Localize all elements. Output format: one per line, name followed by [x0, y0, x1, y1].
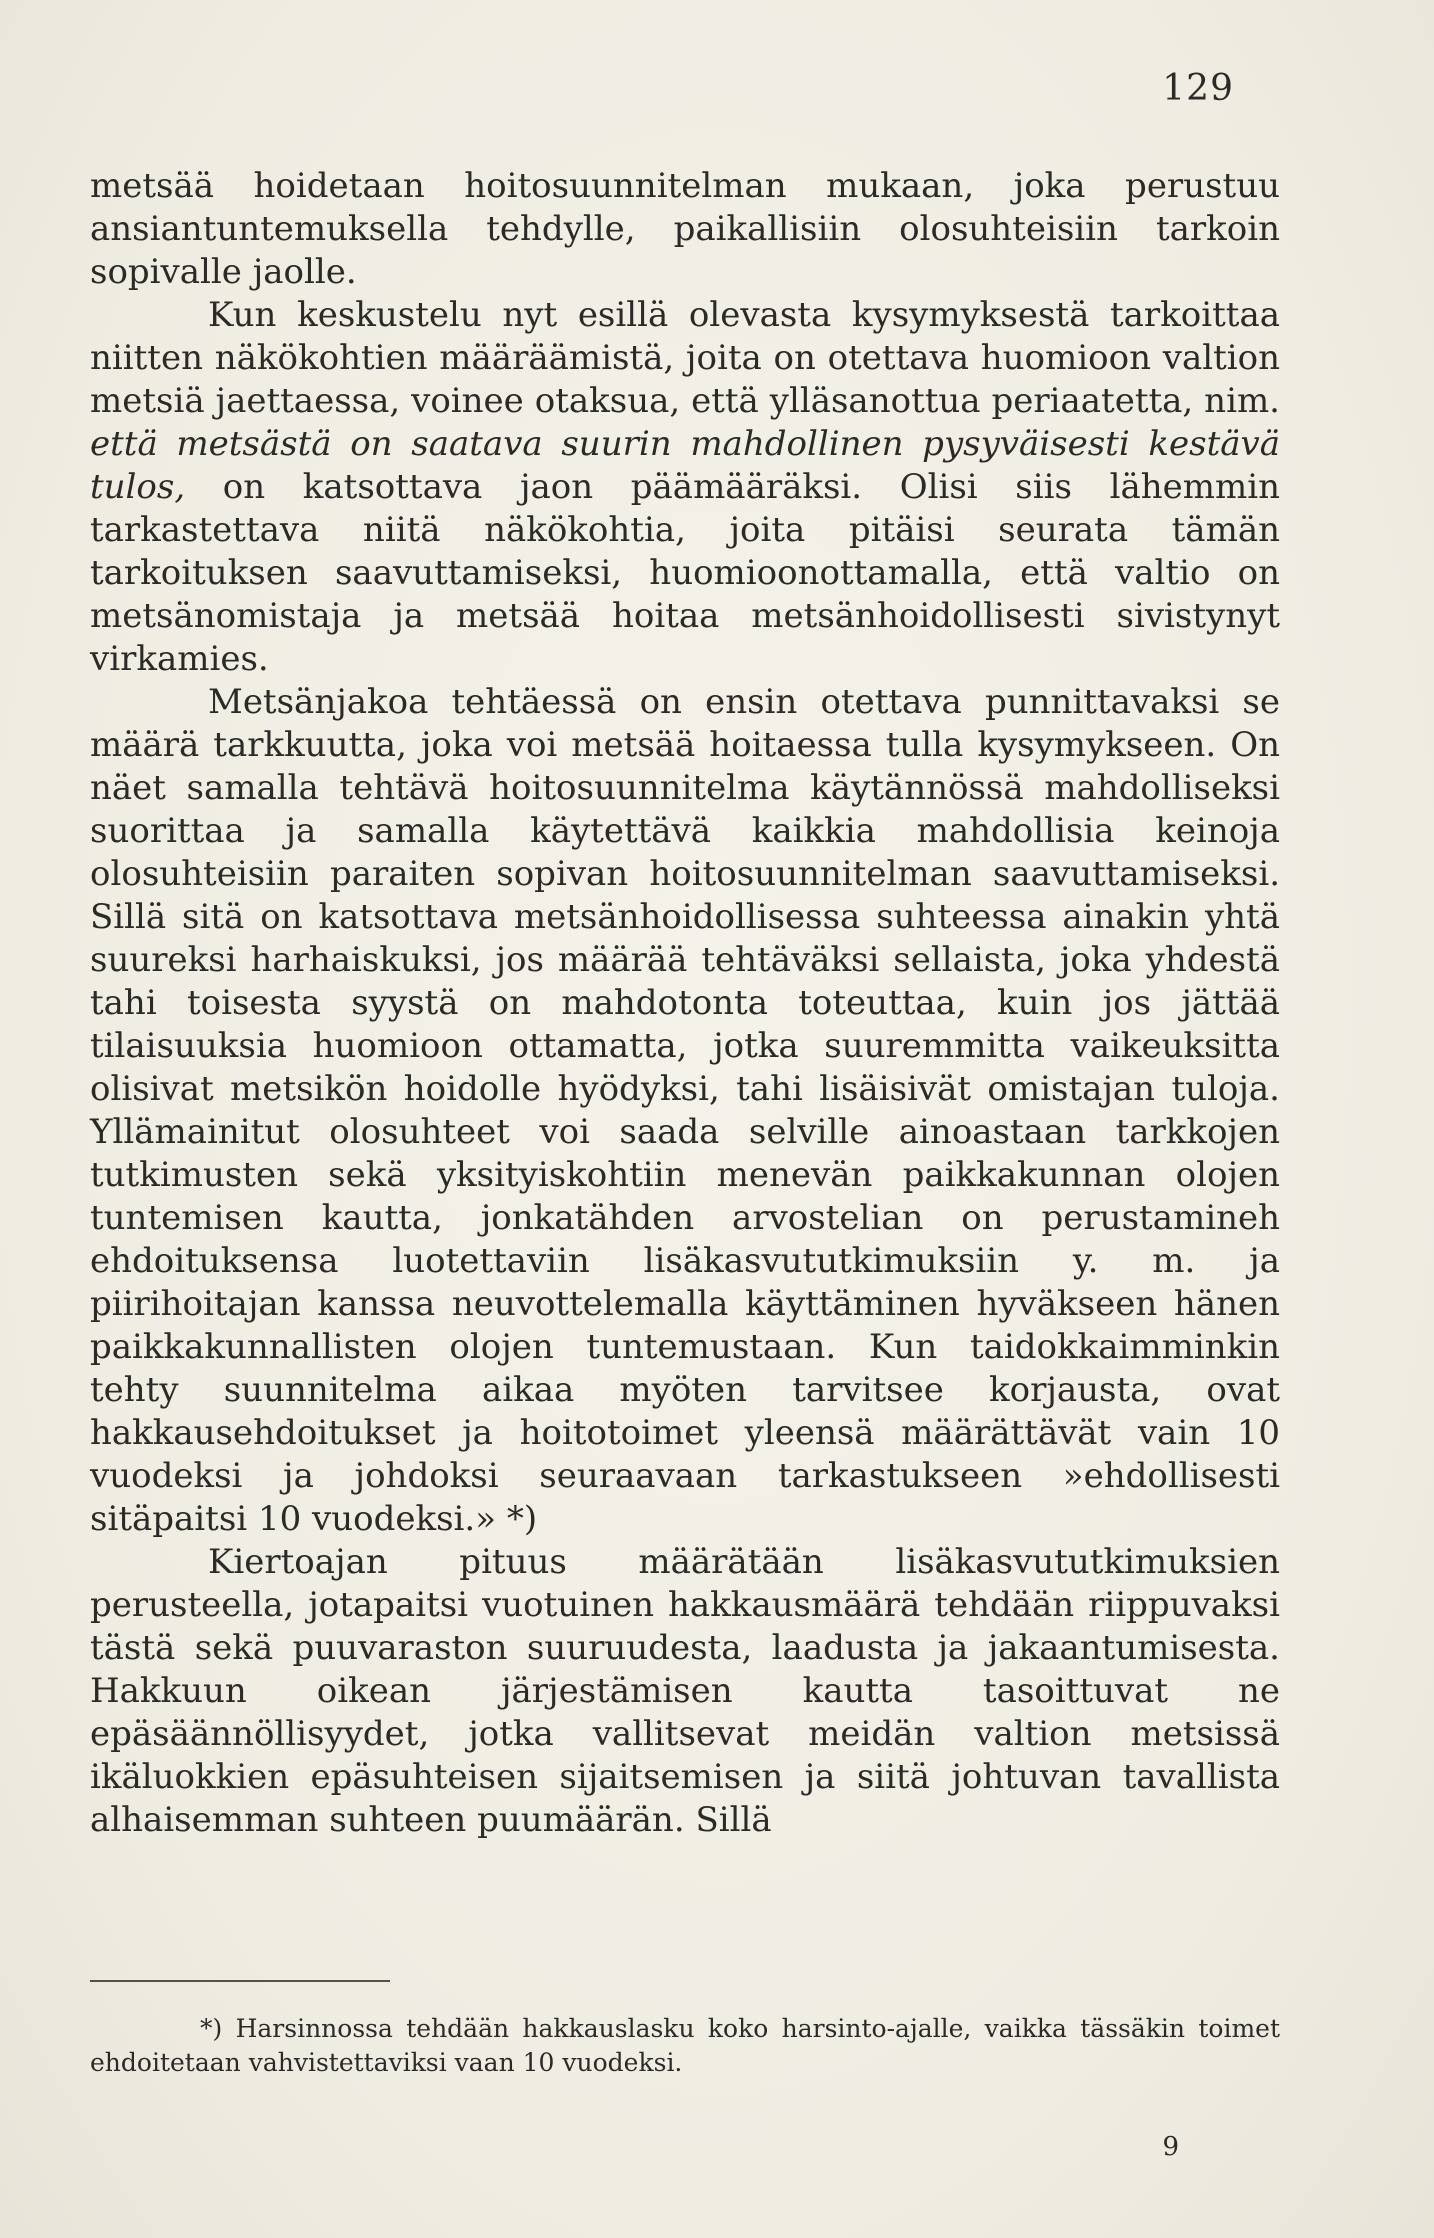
paragraph-text: metsää hoidetaan hoitosuunnitelman mukaan, joka perustuu ansiantuntemuksella tehdylle, paikallisiin olosuhteisiin tarkoin sopivalle jaolle.	[90, 166, 1280, 292]
signature-mark: 9	[1162, 2132, 1179, 2162]
footnote-divider	[90, 1980, 390, 1982]
footnote	[90, 2012, 1280, 2080]
emphasized-text: että metsästä on saatava suurin mahdollinen pysyväisesti kestävä tulos,	[90, 424, 1280, 507]
paragraph-text: Kiertoajan pituus määrätään lisäkasvututkimuksien perusteella, jotapaitsi vuotuinen hakkausmäärä tehdään riippuvaksi tästä sekä puuvaraston suuruudesta, laadusta ja jakaantumisesta. Hakkuun oikean järjestämisen kautta tasoittuvat ne epäsäännöllisyydet, jotka vallitsevat meidän valtion metsissä ikäluokkien epäsuhteisen sijaitsemisen ja siitä johtuvan tavallista alhaisemman suhteen puumäärän. Sillä	[90, 1542, 1280, 1840]
page-number: 129	[1162, 68, 1234, 109]
paragraph	[90, 165, 1280, 294]
paragraph-text: Metsänjakoa tehtäessä on ensin otettava punnittavaksi se määrä tarkkuutta, joka voi metsää hoitaessa tulla kysymykseen. On näet samalla tehtävä hoitosuunnitelma käytännössä mahdolliseksi suorittaa ja samalla käytettävä kaikkia mahdollisia keinoja olosuhteisiin paraiten sopivan hoitosuunnitelman saavuttamiseksi. Sillä sitä on katsottava metsänhoidollisessa suhteessa ainakin yhtä suureksi harhaiskuksi, jos määrää tehtäväksi sellaista, joka yhdestä tahi toisesta syystä on mahdotonta toteuttaa, kuin jos jättää tilaisuuksia huomioon ottamatta, jotka suuremmitta vaikeuksitta olisivat metsikön hoidolle hyödyksi, tahi lisäisivät omistajan tuloja. Yllämainitut olosuhteet voi saada selville ainoastaan tarkkojen tutkimusten sekä yksityiskohtiin menevän paikkakunnan olojen tuntemisen kautta, jonkatähden arvostelian on perustamineh ehdoituksensa luotettaviin lisäkasvututkimuksiin y. m. ja piirihoitajan kanssa neuvottelemalla käyttäminen hyväkseen hänen paikkakunnallisten olojen tuntemustaan. Kun taidokkaimminkin tehty suunnitelma aikaa myöten tarvitsee korjausta, ovat hakkausehdoitukset ja hoitotoimet yleensä määrättävät vain 10 vuodeksi ja johdoksi seuraavaan tarkastukseen »ehdollisesti sitäpaitsi 10 vuodeksi.» *)	[90, 682, 1280, 1539]
paragraph	[90, 294, 1280, 681]
paragraph	[90, 1541, 1280, 1842]
paragraph-text: Kun keskustelu nyt esillä olevasta kysymyksestä tarkoittaa niitten näkökohtien määräämistä, joita on otettava huomioon valtion metsiä jaettaessa, voinee otaksua, että ylläsanottua periaatetta, nim.	[90, 295, 1280, 421]
paragraph-text: on katsottava jaon päämääräksi. Olisi siis lähemmin tarkastettava niitä näkökohtia, joita pitäisi seurata tämän tarkoituksen saavuttamiseksi, huomioonottamalla, että valtio on metsänomistaja ja metsää hoitaa metsänhoidollisesti sivistynyt virkamies.	[90, 467, 1280, 679]
paragraph	[90, 681, 1280, 1541]
body-text	[90, 165, 1280, 1842]
footnote-text: *) Harsinnossa tehdään hakkauslasku koko harsinto-ajalle, vaikka tässäkin toimet ehdoitetaan vahvistettaviksi vaan 10 vuodeksi.	[90, 2014, 1280, 2077]
